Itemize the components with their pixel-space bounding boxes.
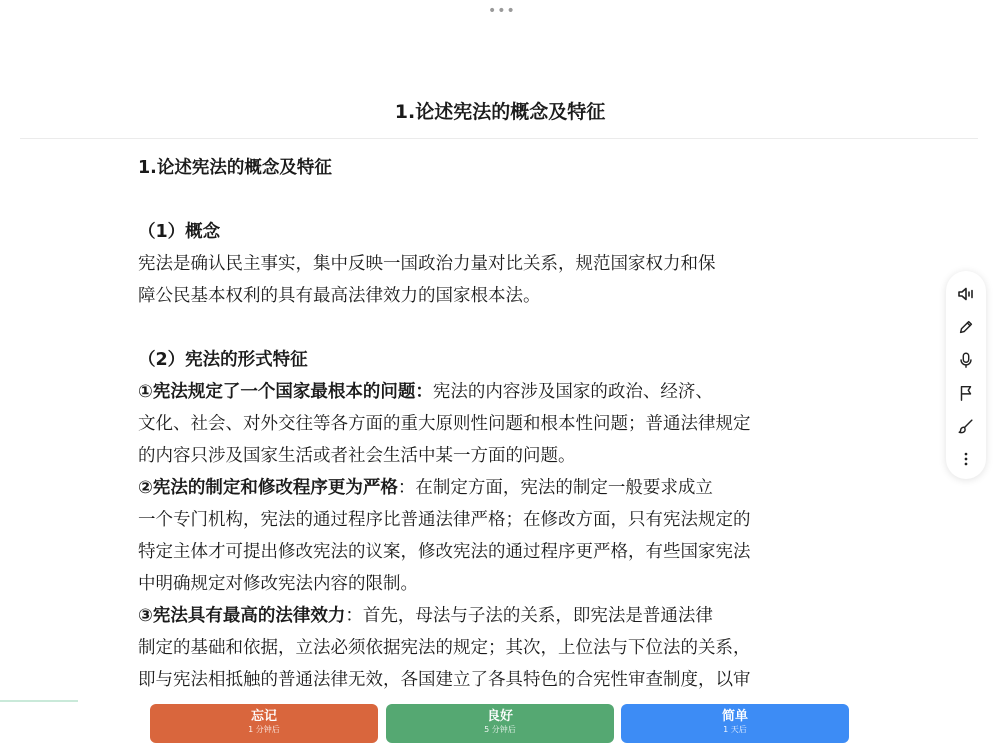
microphone-icon[interactable] bbox=[954, 348, 978, 372]
brush-icon[interactable] bbox=[954, 414, 978, 438]
point2-bold: ②宪法的制定和修改程序更为严格 bbox=[138, 478, 398, 498]
point3-line bbox=[138, 600, 873, 632]
pencil-icon[interactable] bbox=[954, 315, 978, 339]
text-line: 的内容只涉及国家生活或者社会生活中某一方面的问题。 bbox=[138, 446, 576, 466]
card-content bbox=[138, 152, 873, 696]
text-line: 制定的基础和依据，立法必须依据宪法的规定；其次，上位法与下位法的关系， bbox=[138, 638, 751, 658]
flag-icon[interactable] bbox=[954, 381, 978, 405]
point1-bold: ①宪法规定了一个国家最根本的问题： bbox=[138, 382, 433, 402]
text-line: 宪法是确认民主事实，集中反映一国政治力量对比关系，规范国家权力和保 bbox=[138, 254, 716, 274]
good-label: 良好 bbox=[486, 709, 513, 724]
text-line: 中明确规定对修改宪法内容的限制。 bbox=[138, 574, 418, 594]
point3-bold: ③宪法具有最高的法律效力 bbox=[138, 606, 346, 626]
text-line: 文化、社会、对外交往等各方面的重大原则性问题和根本性问题；普通法律规定 bbox=[138, 414, 751, 434]
forget-button[interactable] bbox=[150, 704, 378, 743]
content-heading: 1.论述宪法的概念及特征 bbox=[138, 158, 332, 178]
more-horizontal-icon[interactable]: ••• bbox=[488, 3, 516, 19]
progress-accent bbox=[0, 700, 78, 702]
point1-text: 宪法的内容涉及国家的政治、经济、 bbox=[432, 382, 713, 402]
good-button[interactable] bbox=[386, 704, 614, 743]
section1-title: （1）概念 bbox=[138, 222, 221, 242]
easy-interval: 1 天后 bbox=[723, 725, 747, 734]
card-title: 1.论述宪法的概念及特征 bbox=[394, 101, 606, 123]
forget-interval: 1 分钟后 bbox=[248, 725, 280, 734]
spacer bbox=[138, 312, 873, 344]
point2-text: ：在制定方面，宪法的制定一般要求成立 bbox=[397, 478, 713, 498]
text-line: 障公民基本权利的具有最高法律效力的国家根本法。 bbox=[138, 286, 541, 306]
text-line: 特定主体才可提出修改宪法的议案，修改宪法的通过程序更严格，有些国家宪法 bbox=[138, 542, 751, 562]
point2-line bbox=[138, 472, 873, 504]
side-toolbar bbox=[946, 271, 986, 479]
divider bbox=[20, 138, 978, 139]
text-line: 即与宪法相抵触的普通法律无效，各国建立了各具特色的合宪性审查制度，以审 bbox=[138, 670, 751, 690]
speaker-icon[interactable] bbox=[954, 282, 978, 306]
point3-text: ：首先，母法与子法的关系，即宪法是普通法律 bbox=[345, 606, 713, 626]
point1-line bbox=[138, 376, 873, 408]
more-vertical-icon[interactable] bbox=[954, 447, 978, 471]
easy-label: 简单 bbox=[721, 709, 748, 724]
text-line: 一个专门机构，宪法的通过程序比普通法律严格；在修改方面，只有宪法规定的 bbox=[138, 510, 751, 530]
spacer bbox=[138, 184, 873, 216]
easy-button[interactable] bbox=[621, 704, 849, 743]
good-interval: 5 分钟后 bbox=[484, 725, 516, 734]
section2-title: （2）宪法的形式特征 bbox=[138, 350, 308, 370]
forget-label: 忘记 bbox=[250, 709, 277, 724]
